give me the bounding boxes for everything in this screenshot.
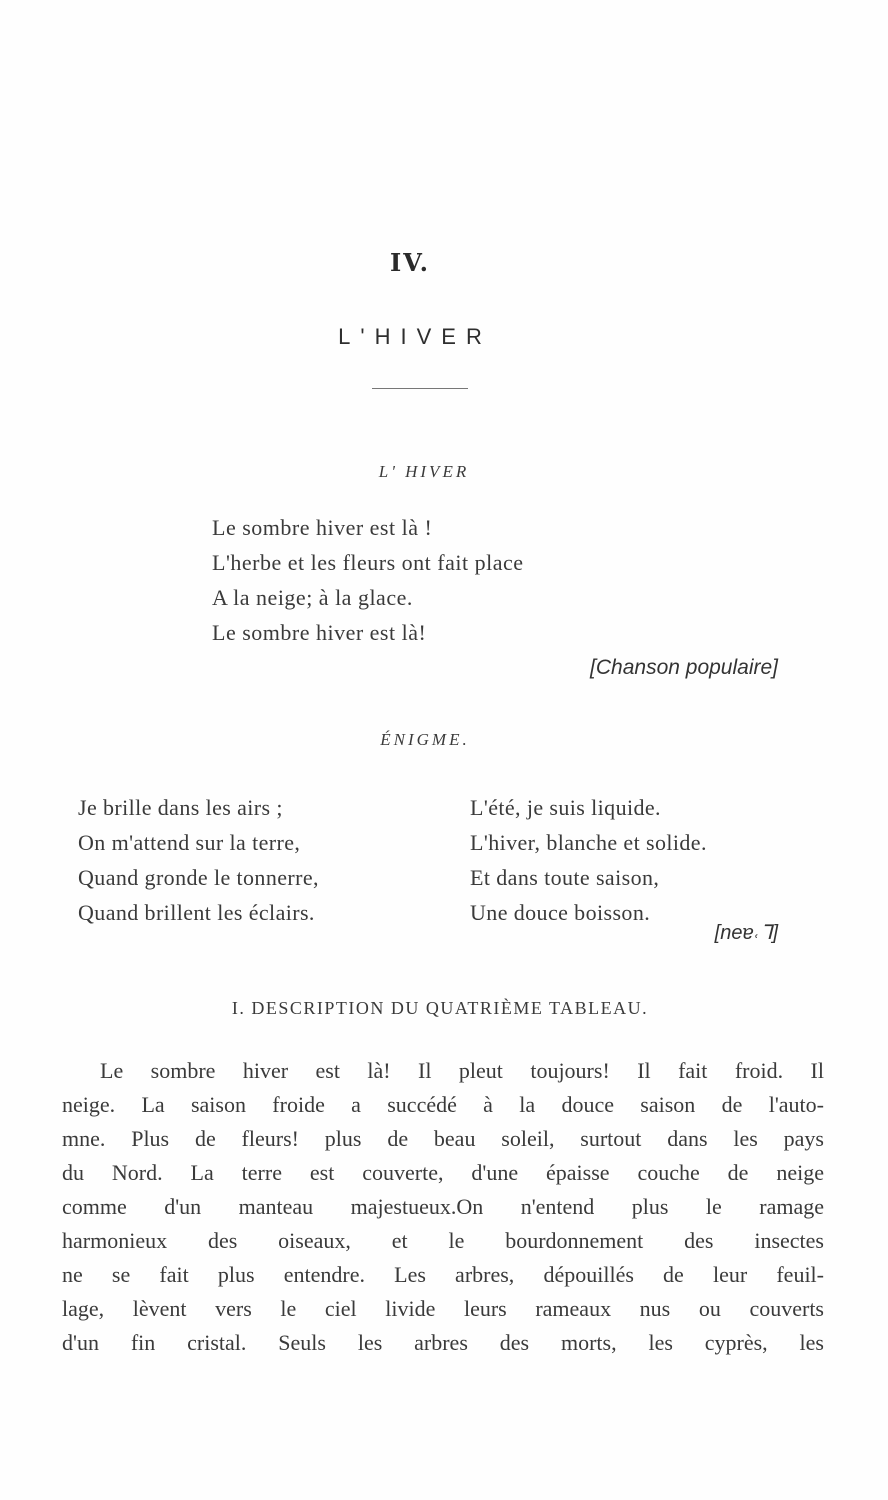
paragraph-line: lage, lèvent vers le ciel livide leurs rameaux nus ou couverts (62, 1296, 824, 1321)
riddle-line: L'été, je suis liquide. (470, 795, 661, 820)
riddle-answer: [neɐ˓ᒣ] (714, 922, 778, 944)
paragraph-line: d'un fin cristal. Seuls les arbres des morts, les cyprès, les (62, 1330, 824, 1355)
riddle-line: Quand gronde le tonnerre, (78, 865, 319, 890)
riddle-line: Une douce boisson. (470, 900, 651, 925)
paragraph-line: du Nord. La terre est couverte, d'une épaisse couche de neige (62, 1160, 824, 1185)
paragraph-line: ne se fait plus entendre. Les arbres, dépouillés de leur feuil- (62, 1262, 824, 1287)
divider-rule (372, 388, 468, 389)
paragraph-line: comme d'un manteau majestueux.On n'entend plus le ramage (62, 1194, 824, 1219)
poem-line: Le sombre hiver est là ! (212, 515, 433, 540)
poem-line: A la neige; à la glace. (212, 585, 413, 610)
riddle-right-column (470, 790, 830, 930)
riddle-line: Et dans toute saison, (470, 865, 660, 890)
riddle-line: Je brille dans les airs ; (78, 795, 283, 820)
riddle-line: Quand brillent les éclairs. (78, 900, 315, 925)
section-heading: I. DESCRIPTION DU QUATRIÈME TABLEAU. (231, 998, 649, 1018)
riddle-left-column (78, 790, 438, 930)
paragraph-line: mne. Plus de fleurs! plus de beau soleil, surtout dans les pays (62, 1126, 824, 1151)
riddle-title: ÉNIGME. (380, 730, 470, 749)
paragraph-line: harmonieux des oiseaux, et le bourdonnement des insectes (62, 1228, 824, 1253)
poem-line: L'herbe et les fleurs ont fait place (212, 550, 524, 575)
chapter-number: IV. (389, 248, 430, 277)
paragraph-line: neige. La saison froide a succédé à la douce saison de l'auto- (62, 1092, 824, 1117)
riddle-line: L'hiver, blanche et solide. (470, 830, 707, 855)
chapter-title: L'HIVER (338, 324, 492, 349)
poem-title: L' HIVER (378, 462, 470, 481)
poem-line: Le sombre hiver est là! (212, 620, 427, 645)
poem (212, 510, 652, 650)
riddle-line: On m'attend sur la terre, (78, 830, 301, 855)
paragraph-line: Le sombre hiver est là! Il pleut toujours! Il fait froid. Il (100, 1058, 824, 1083)
poem-attribution: [Chanson populaire] (590, 656, 778, 679)
body-paragraph (62, 1054, 824, 1360)
